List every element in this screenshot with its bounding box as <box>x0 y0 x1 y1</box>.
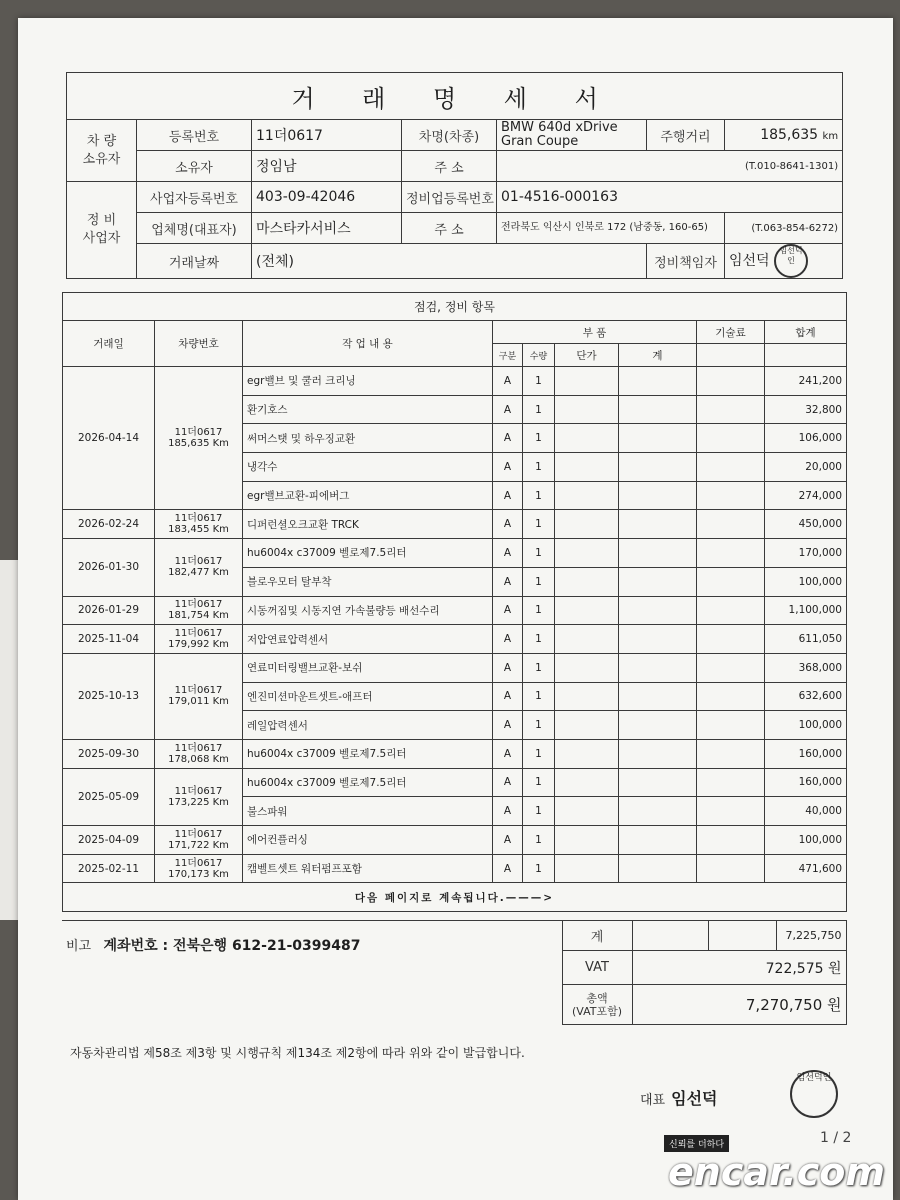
row-price <box>555 711 619 740</box>
row-tech <box>697 826 765 855</box>
row-date: 2025-11-04 <box>63 625 155 654</box>
row-kind: A <box>493 453 523 482</box>
row-sum: 106,000 <box>765 424 847 453</box>
vehicle-km: 185,635 Km <box>168 438 229 450</box>
row-work: 레일압력센서 <box>243 711 493 740</box>
rep-name: 임선덕 <box>671 1089 718 1108</box>
mileage-label: 주행거리 <box>647 120 725 151</box>
row-kind: A <box>493 539 523 568</box>
items-body <box>63 367 847 883</box>
company-label: 업체명(대표자) <box>137 213 252 244</box>
row-kind: A <box>493 653 523 682</box>
row-sum: 40,000 <box>765 797 847 826</box>
row-price <box>555 510 619 539</box>
background-paper-edge <box>0 560 18 920</box>
reg-no-label: 등록번호 <box>137 120 252 151</box>
row-tech <box>697 653 765 682</box>
table-row <box>63 539 847 568</box>
row-work: 연료미터링밸브교환-보쉬 <box>243 653 493 682</box>
row-qty: 1 <box>523 739 555 768</box>
row-sum: 274,000 <box>765 481 847 510</box>
row-sum: 100,000 <box>765 826 847 855</box>
row-qty: 1 <box>523 539 555 568</box>
row-sum: 632,600 <box>765 682 847 711</box>
document-title: 거 래 명 세 서 <box>67 73 843 120</box>
row-work: 시동꺼짐및 시동지연 가속불량등 배선수리 <box>243 596 493 625</box>
row-qty: 1 <box>523 367 555 396</box>
date-value: (전체) <box>252 244 647 279</box>
row-tech <box>697 739 765 768</box>
row-kind: A <box>493 424 523 453</box>
signature-line <box>640 1086 718 1109</box>
row-parts-total <box>619 653 697 682</box>
manager-label: 정비책임자 <box>647 244 725 279</box>
vat-value: 722,575 원 <box>632 951 846 985</box>
row-sum: 241,200 <box>765 367 847 396</box>
col-date: 거래일 <box>63 321 155 367</box>
row-parts-total <box>619 424 697 453</box>
repair-section-label: 정 비 사업자 <box>67 182 137 279</box>
vehicle-km: 181,754 Km <box>168 610 229 622</box>
row-qty: 1 <box>523 567 555 596</box>
row-qty: 1 <box>523 395 555 424</box>
row-sum: 100,000 <box>765 567 847 596</box>
row-parts-total <box>619 453 697 482</box>
row-parts-total <box>619 826 697 855</box>
row-vehicle <box>155 625 243 654</box>
row-tech <box>697 424 765 453</box>
row-date: 2026-01-29 <box>63 596 155 625</box>
owner-address-label: 주 소 <box>402 151 497 182</box>
row-price <box>555 625 619 654</box>
row-kind: A <box>493 854 523 883</box>
vehicle-km: 179,992 Km <box>168 639 229 651</box>
row-work: 디퍼런셜오크교환 TRCK <box>243 510 493 539</box>
row-tech <box>697 625 765 654</box>
row-date: 2025-09-30 <box>63 739 155 768</box>
vehicle-km: 171,722 Km <box>168 839 229 851</box>
row-qty: 1 <box>523 826 555 855</box>
row-vehicle <box>155 826 243 855</box>
repair-reg-value: 01-4516-000163 <box>497 182 843 213</box>
row-sum: 450,000 <box>765 510 847 539</box>
note-label: 비고 <box>66 939 92 954</box>
row-tech <box>697 854 765 883</box>
row-work: hu6004x c37009 벨로제7.5리터 <box>243 739 493 768</box>
row-date: 2025-04-09 <box>63 826 155 855</box>
row-work: 엔진미션마운트셋트-애프터 <box>243 682 493 711</box>
row-kind: A <box>493 481 523 510</box>
row-work: hu6004x c37009 벨로제7.5리터 <box>243 768 493 797</box>
row-qty: 1 <box>523 596 555 625</box>
row-price <box>555 682 619 711</box>
row-tech <box>697 367 765 396</box>
vehicle-km: 179,011 Km <box>168 696 229 708</box>
vehicle-no: 11더0617 <box>174 513 223 525</box>
model-label: 차명(차종) <box>402 120 497 151</box>
row-kind: A <box>493 510 523 539</box>
row-date: 2026-02-24 <box>63 510 155 539</box>
row-date: 2026-04-14 <box>63 367 155 510</box>
row-vehicle <box>155 739 243 768</box>
row-parts-total <box>619 854 697 883</box>
vehicle-km: 170,173 Km <box>168 868 229 880</box>
row-tech <box>697 596 765 625</box>
row-sum: 32,800 <box>765 395 847 424</box>
row-sum: 170,000 <box>765 539 847 568</box>
row-price <box>555 653 619 682</box>
table-row <box>63 510 847 539</box>
row-sum: 160,000 <box>765 739 847 768</box>
total-label: 총액 (VAT포함) <box>562 985 632 1025</box>
watermark-logo: encar.com <box>668 1150 885 1194</box>
col-parts: 부 품 <box>493 321 697 344</box>
owner-phone: (T.010-8641-1301) <box>497 151 843 182</box>
row-sum: 160,000 <box>765 768 847 797</box>
reg-no-value: 11더0617 <box>252 120 402 151</box>
row-price <box>555 424 619 453</box>
col-price: 단가 <box>555 344 619 367</box>
row-price <box>555 395 619 424</box>
vehicle-no: 11더0617 <box>174 742 223 754</box>
row-parts-total <box>619 367 697 396</box>
manager-value: 임선덕 <box>729 253 770 269</box>
row-kind: A <box>493 682 523 711</box>
owner-section-label: 차 량 소유자 <box>67 120 137 182</box>
col-sum: 합계 <box>765 321 847 344</box>
subtotal-value: 7,225,750 <box>776 921 846 951</box>
row-tech <box>697 453 765 482</box>
row-tech <box>697 481 765 510</box>
row-qty: 1 <box>523 711 555 740</box>
row-parts-total <box>619 510 697 539</box>
vehicle-km: 182,477 Km <box>168 567 229 579</box>
mileage-unit: km <box>822 131 839 142</box>
row-price <box>555 854 619 883</box>
vehicle-no: 11더0617 <box>174 685 223 697</box>
row-price <box>555 539 619 568</box>
section-title: 점검, 정비 항목 <box>63 293 847 321</box>
row-parts-total <box>619 711 697 740</box>
row-qty: 1 <box>523 653 555 682</box>
mileage-value: 185,635 <box>760 127 819 143</box>
row-parts-total <box>619 682 697 711</box>
row-work: egr밸브 및 쿨러 크리닝 <box>243 367 493 396</box>
total-value: 7,270,750 원 <box>632 985 846 1025</box>
row-price <box>555 739 619 768</box>
owner-name-label: 소유자 <box>137 151 252 182</box>
row-price <box>555 826 619 855</box>
row-date: 2025-02-11 <box>63 854 155 883</box>
table-row <box>63 653 847 682</box>
row-date: 2025-05-09 <box>63 768 155 825</box>
row-sum: 20,000 <box>765 453 847 482</box>
table-row <box>63 596 847 625</box>
row-work: 써머스탯 및 하우징교환 <box>243 424 493 453</box>
row-qty: 1 <box>523 481 555 510</box>
col-work: 작 업 내 용 <box>243 321 493 367</box>
row-qty: 1 <box>523 625 555 654</box>
row-qty: 1 <box>523 768 555 797</box>
row-date: 2025-10-13 <box>63 653 155 739</box>
row-parts-total <box>619 797 697 826</box>
row-vehicle <box>155 539 243 596</box>
row-work: 냉각수 <box>243 453 493 482</box>
row-kind: A <box>493 395 523 424</box>
col-tech: 기술료 <box>697 321 765 344</box>
row-work: egr밸브교환-피에버그 <box>243 481 493 510</box>
model-value: BMW 640d xDrive Gran Coupe <box>497 120 647 151</box>
row-price <box>555 367 619 396</box>
vehicle-no: 11더0617 <box>174 427 223 439</box>
row-work: 캠벨트셋트 워터펌프포함 <box>243 854 493 883</box>
row-kind: A <box>493 367 523 396</box>
row-vehicle <box>155 367 243 510</box>
row-parts-total <box>619 539 697 568</box>
row-work: 블로우모터 탈부착 <box>243 567 493 596</box>
row-qty: 1 <box>523 510 555 539</box>
row-sum: 1,100,000 <box>765 596 847 625</box>
row-tech <box>697 797 765 826</box>
vehicle-no: 11더0617 <box>174 599 223 611</box>
row-parts-total <box>619 567 697 596</box>
vehicle-no: 11더0617 <box>174 556 223 568</box>
row-qty: 1 <box>523 424 555 453</box>
row-sum: 471,600 <box>765 854 847 883</box>
vehicle-no: 11더0617 <box>174 857 223 869</box>
row-kind: A <box>493 567 523 596</box>
table-row <box>63 826 847 855</box>
row-qty: 1 <box>523 854 555 883</box>
row-qty: 1 <box>523 682 555 711</box>
company-phone: (T.063-854-6272) <box>725 213 843 244</box>
row-vehicle <box>155 596 243 625</box>
page-number: 1 / 2 <box>820 1130 852 1146</box>
row-parts-total <box>619 596 697 625</box>
totals-table <box>62 920 847 1025</box>
vehicle-no: 11더0617 <box>174 785 223 797</box>
row-tech <box>697 539 765 568</box>
row-date: 2026-01-30 <box>63 539 155 596</box>
col-qty: 수량 <box>523 344 555 367</box>
representative-seal-stamp: 임선덕인 <box>790 1070 838 1118</box>
row-parts-total <box>619 768 697 797</box>
row-tech <box>697 395 765 424</box>
vehicle-km: 173,225 Km <box>168 796 229 808</box>
col-total: 계 <box>619 344 697 367</box>
row-work: 에어컨플러싱 <box>243 826 493 855</box>
biz-no-value: 403-09-42046 <box>252 182 402 213</box>
row-price <box>555 596 619 625</box>
subtotal-label: 계 <box>562 921 632 951</box>
row-tech <box>697 768 765 797</box>
continued-notice: 다음 페이지로 계속됩니다.———> <box>63 883 847 912</box>
row-kind: A <box>493 625 523 654</box>
row-parts-total <box>619 395 697 424</box>
vehicle-km: 183,455 Km <box>168 524 229 536</box>
row-parts-total <box>619 625 697 654</box>
bank-account: 계좌번호 : 전북은행 612-21-0399487 <box>103 938 361 954</box>
row-price <box>555 768 619 797</box>
row-price <box>555 567 619 596</box>
row-parts-total <box>619 739 697 768</box>
row-vehicle <box>155 768 243 825</box>
row-vehicle <box>155 510 243 539</box>
row-price <box>555 481 619 510</box>
row-work: 환기호스 <box>243 395 493 424</box>
company-address: 전라북도 익산시 인북로 172 (남중동, 160-65) <box>497 213 725 244</box>
vehicle-no: 11더0617 <box>174 828 223 840</box>
row-kind: A <box>493 768 523 797</box>
row-kind: A <box>493 596 523 625</box>
row-kind: A <box>493 797 523 826</box>
row-qty: 1 <box>523 797 555 826</box>
row-work: hu6004x c37009 벨로제7.5리터 <box>243 539 493 568</box>
biz-no-label: 사업자등록번호 <box>137 182 252 213</box>
table-row <box>63 739 847 768</box>
row-price <box>555 453 619 482</box>
table-row <box>63 625 847 654</box>
statute-notice: 자동차관리법 제58조 제3항 및 시행규칙 제134조 제2항에 따라 위와 같이 발급합니다. <box>70 1046 525 1060</box>
row-vehicle <box>155 653 243 739</box>
date-label: 거래날짜 <box>137 244 252 279</box>
row-sum: 368,000 <box>765 653 847 682</box>
header-info-table <box>66 72 843 279</box>
repair-reg-label: 정비업등록번호 <box>402 182 497 213</box>
row-kind: A <box>493 711 523 740</box>
rep-label: 대표 <box>640 1093 666 1108</box>
row-tech <box>697 567 765 596</box>
company-seal-stamp: 임선덕인 <box>774 244 808 278</box>
company-value: 마스타카서비스 <box>252 213 402 244</box>
row-tech <box>697 682 765 711</box>
col-kind: 구분 <box>493 344 523 367</box>
col-vehicle: 차량번호 <box>155 321 243 367</box>
row-sum: 100,000 <box>765 711 847 740</box>
company-address-label: 주 소 <box>402 213 497 244</box>
watermark-tagline: 신뢰를 더하다 <box>664 1135 729 1152</box>
row-parts-total <box>619 481 697 510</box>
row-sum: 611,050 <box>765 625 847 654</box>
row-kind: A <box>493 826 523 855</box>
row-tech <box>697 510 765 539</box>
vehicle-km: 178,068 Km <box>168 753 229 765</box>
row-kind: A <box>493 739 523 768</box>
table-row <box>63 854 847 883</box>
row-price <box>555 797 619 826</box>
owner-name-value: 정임남 <box>252 151 402 182</box>
row-work: 불스파워 <box>243 797 493 826</box>
table-row <box>63 768 847 797</box>
row-tech <box>697 711 765 740</box>
row-vehicle <box>155 854 243 883</box>
table-row <box>63 367 847 396</box>
vehicle-no: 11더0617 <box>174 628 223 640</box>
vat-label: VAT <box>562 951 632 985</box>
row-work: 저압연료압력센서 <box>243 625 493 654</box>
row-qty: 1 <box>523 453 555 482</box>
items-table <box>62 292 847 912</box>
